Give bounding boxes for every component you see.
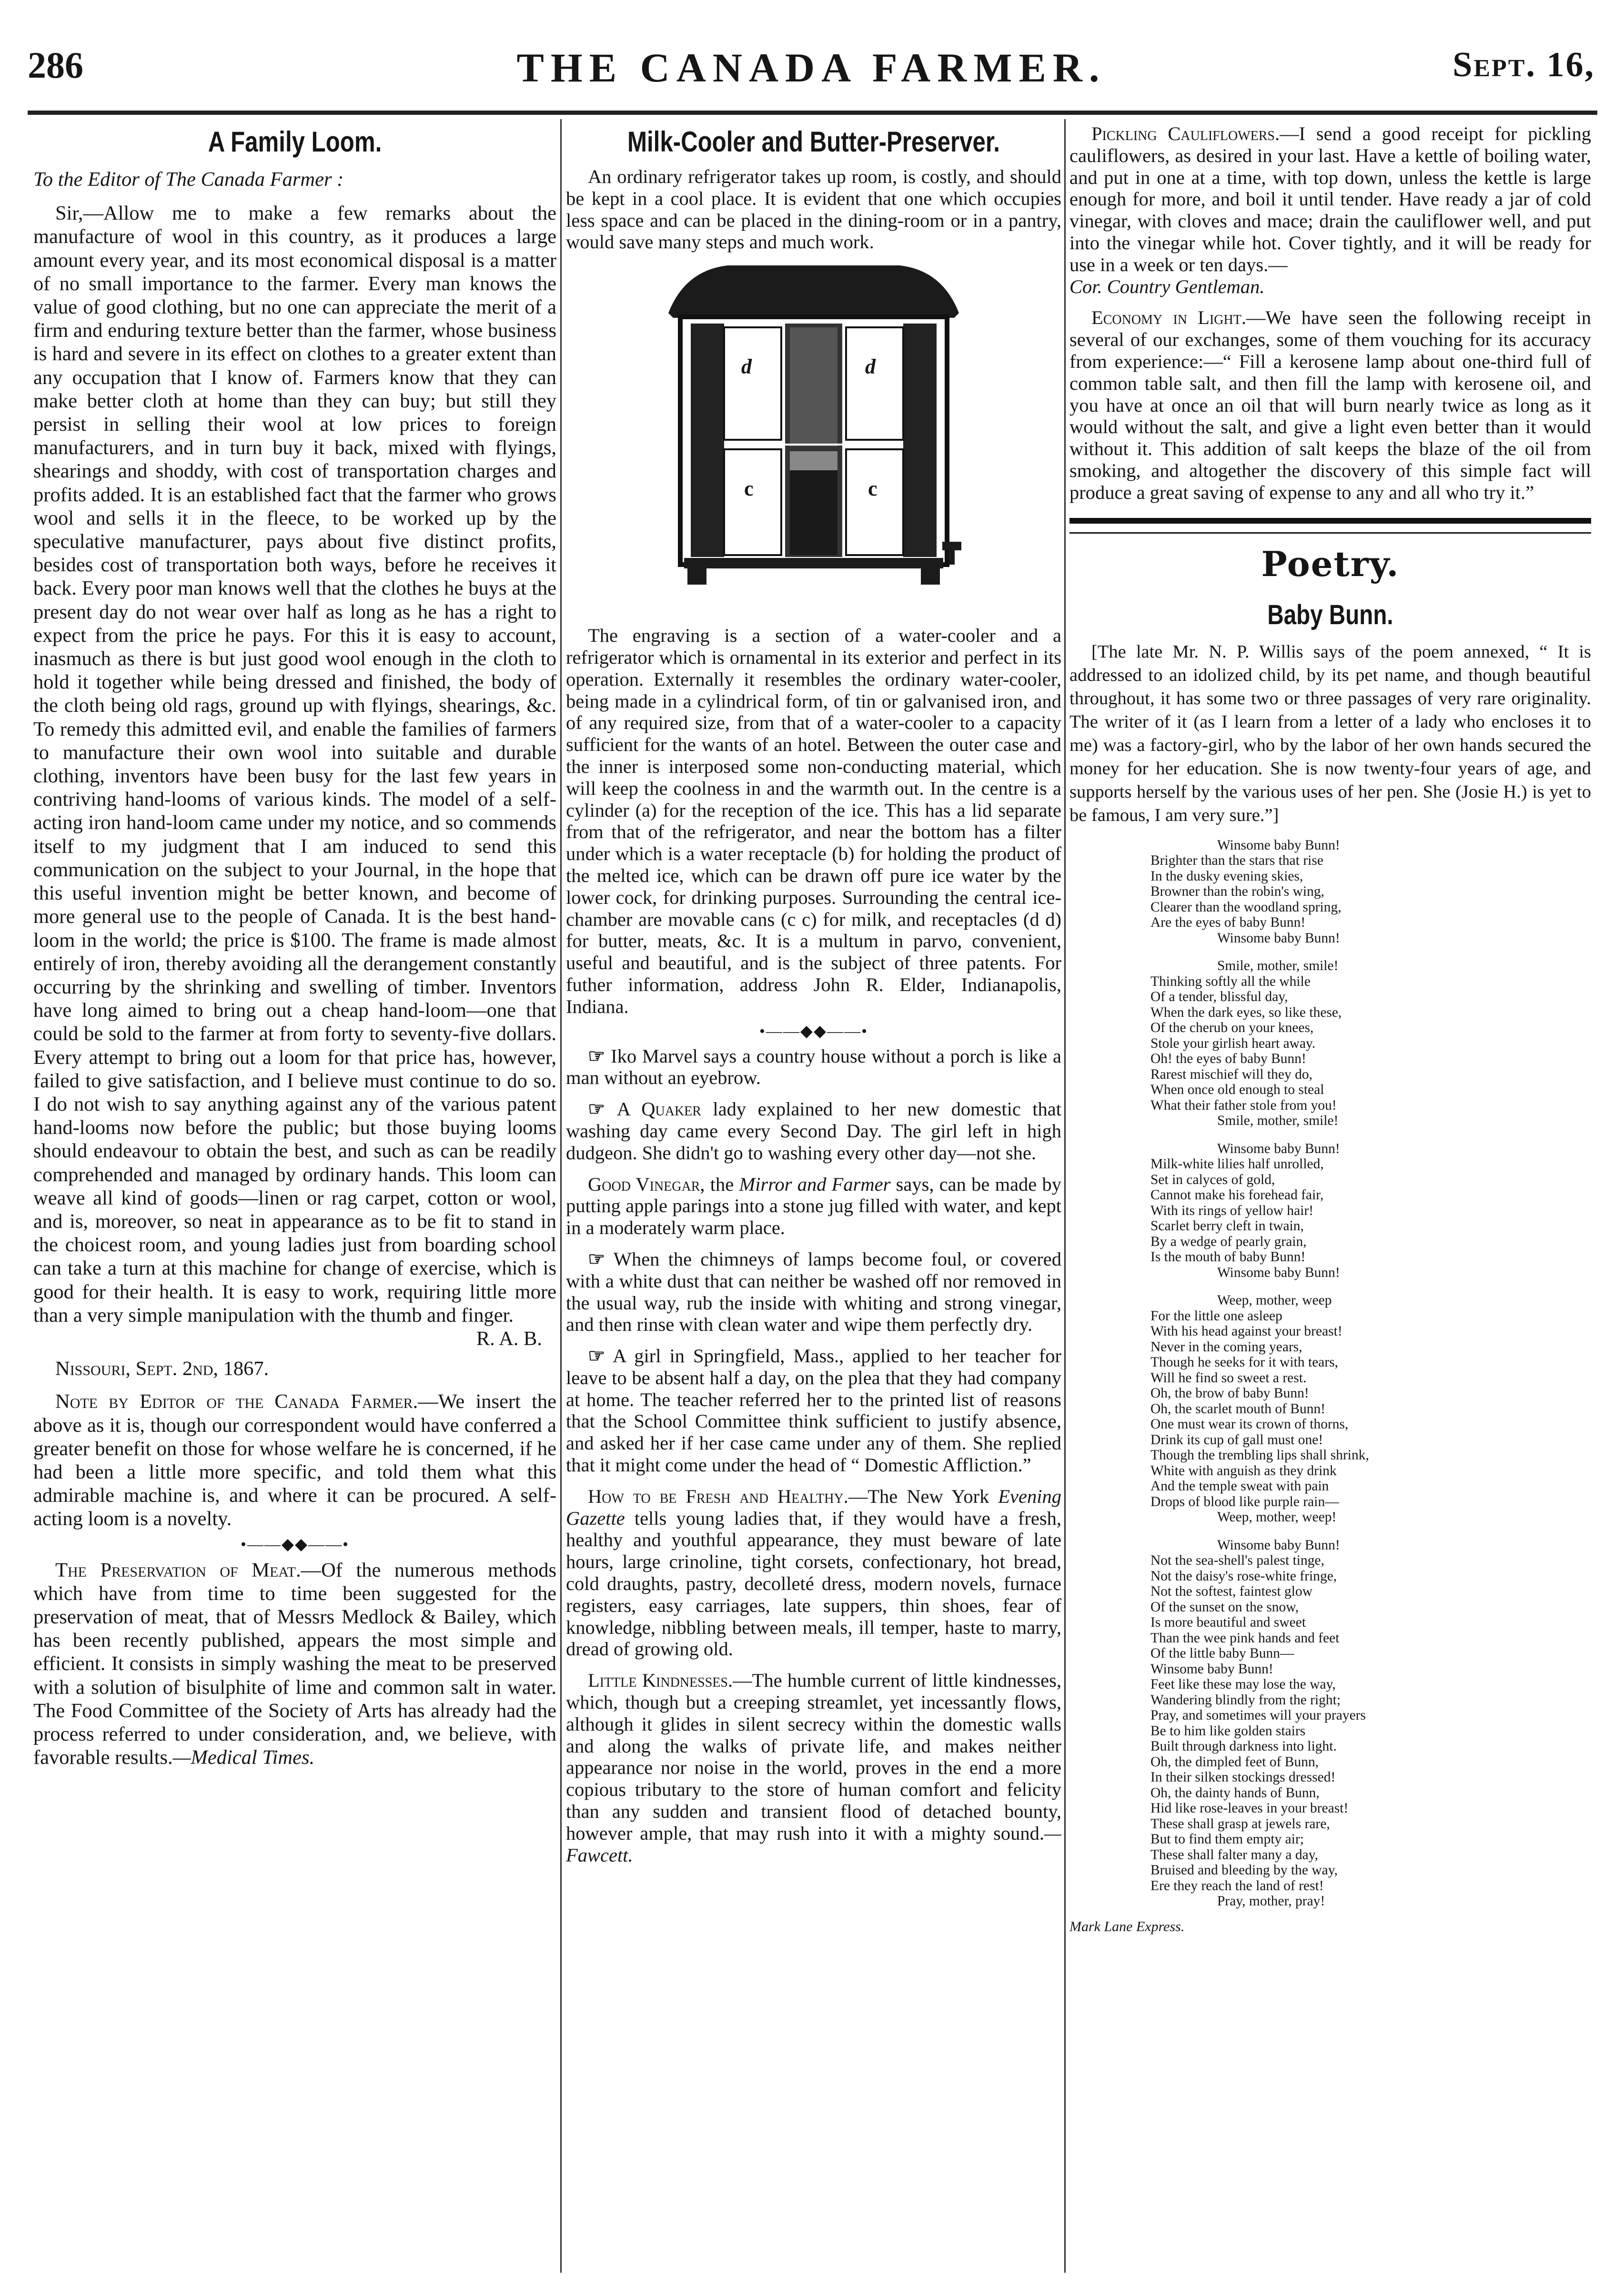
poem-line: Pray, and sometimes will your prayers [1150,1708,1366,1723]
letter-signature: R. A. B. [476,1327,542,1350]
column-divider-1 [560,119,562,2273]
poem-line: Drops of blood like purple rain— [1150,1494,1339,1509]
poem-line: Oh, the scarlet mouth of Bunn! [1150,1401,1326,1417]
poem-line: Cannot make his forehead fair, [1150,1187,1324,1203]
springfield-item [566,1345,1061,1476]
economy-item [1069,307,1591,503]
poem-line: For the little one asleep [1150,1308,1282,1324]
poem-line: Winsome baby Bunn! [1217,930,1340,946]
editor-note-lead: Note by Editor of the Canada Farmer. [55,1390,418,1413]
poem-line: Never in the coming years, [1150,1339,1302,1355]
fresh-text: tells young ladies that, if they would have a fresh, healthy and youthful appearance, they must beware of late hours, large crinoline, tight corsets, confectionary, hot bread, cold draughts, pastry, decolleté dress, modern novels, furnace registers, easy carriages, late suppers, thin shoes, fear of knowledge, nibbling between meals, ill temper, haste to marry, dread of growing old. [566,1507,1061,1660]
poem-line: Be to him like golden stairs [1150,1723,1306,1739]
column-3 [1069,123,1591,2277]
poem-line: Smile, mother, smile! [1217,1113,1339,1129]
poem-line: Of the cherub on your knees, [1150,1020,1314,1036]
pickling-item [1069,123,1591,297]
pickling-lead: Pickling Cauliflowers. [1091,123,1280,144]
poem-line: Smile, mother, smile! [1217,958,1339,974]
poem-body [1069,838,1591,1909]
masthead [28,44,1595,96]
poem-line: Not the daisy's rose-white fringe, [1150,1568,1337,1584]
poem-line: Of the sunset on the snow, [1150,1599,1299,1615]
poem-line: Are the eyes of baby Bunn! [1150,915,1306,931]
quaker-lead: A Quaker [616,1098,701,1120]
family-loom-heading: A Family Loom. [208,126,382,158]
poem-line: Winsome baby Bunn! [1217,1265,1340,1280]
poem-line: Milk-white lilies half unrolled, [1150,1156,1324,1172]
preservation-lead: The Preservation of Meat. [55,1559,301,1581]
label-c-right: c [868,477,878,501]
poem-line: Hid like rose-leaves in your breast! [1150,1801,1349,1816]
masthead-rule [28,111,1597,115]
milk-cooler-description: The engraving is a section of a water-cooler and a refrigerator which is ornamental in its exterior and perfect in its operation. Externally it resembles the ordinary water-cooler, being made in a cylindrical form, of tin or galvanised iron, and of any required size, from that of a water-cooler to a capacity sufficient for the wants of an hotel. Between the outer case and the inner is interposed some non-conducting material, which will keep the coolness in and the warmth out. In the centre is a cylinder (a) for the reception of the ice. This has a lid separate from that of the refrigerator, and near the bottom has a filter under which is a water receptacle (b) for holding the product of the melted ice, which can be drawn off pure ice water by the lower cock, for drinking purposes. Surrounding the central ice-chamber are movable cans (c c) for milk, and receptacles (d d) for butter, meats, &c. It is a multum in parvo, convenient, useful and beautiful, and is the subject of three patents. For futher information, address John R. Elder, Indianapolis, Indiana. [566,625,1061,1017]
column-2 [566,123,1061,2277]
springfield-text: A girl in Springfield, Mass., applied to her teacher for leave to be absent half a day, on the plea that they had company at home. The teacher referred her to the printed list of reasons that the School Committee think sufficient to justify absence, and asked her if her case came under any of them. She replied that it might come under the head of “ Domestic Affliction.” [566,1345,1061,1476]
poem-line: When the dark eyes, so like these, [1150,1004,1342,1020]
poem-line: In the dusky evening skies, [1150,868,1303,884]
poem-line: Will he find so sweet a rest. [1150,1370,1307,1386]
poetry-banner: Poetry. [1261,543,1400,584]
issue-date: Sept. 16, [1453,45,1595,84]
kindnesses-item [566,1670,1061,1866]
poem-line: When once old enough to steal [1150,1082,1324,1098]
pickling-credit: Cor. Country Gentleman. [1069,275,1265,297]
poem-line: Feet like these may lose the way, [1150,1677,1336,1692]
quaker-item [566,1098,1061,1164]
poem-line: Oh! the eyes of baby Bunn! [1150,1051,1306,1067]
refrigerator-engraving [566,261,1061,613]
chimneys-item [566,1248,1061,1336]
pointing-hand-icon: ☞ [588,1045,605,1067]
fresh-mid: —The New York [848,1485,999,1507]
poem-line: Oh, the dimpled feet of Bunn, [1150,1754,1319,1770]
vinegar-mid: the [705,1173,739,1195]
poem-stanza [1150,1141,1591,1281]
family-loom-letter: Sir,—Allow me to make a few remarks about the manufacture of wool in this country, as it produces a large amount every year, and its most economical disposal is a matter of no small importance to the farmer. Every man knows the value of good clothing, but no one can appreciate the merit of a firm and enduring texture better than the farmer, whose business is hard and severe in its effect on clothes to a greater extent than any occupation that I know of. Farmers know that they can make better cloth at home than they can buy; but still they persist in selling their wool at low prices to foreign manufacturers, and in turn buy it back, mixed with flyings, shearings and shoddy, with cost of transportation charges and profits added. It is an established fact that the farmer who grows wool and sells it in the fleece, to be worked up by the speculative manufacturer, pays about five distinct profits, besides cost of transportation both ways, before he receives it back. Every poor man knows well that the clothes he buys at the present day do not wear over half as long as he has a right to expect from the price he pays. For this it is easy to account, inasmuch as there is but just good wool enough in the cloth to hold it together while being dressed and finished, the body of the cloth being old rags, ground up with flyings, shearings, &c. To remedy this admitted evil, and enable the families of farmers to manufacture their own wool into suitable and durable clothing, inventors have been busy for the last few years in contriving hand-looms of various kinds. The model of a self-acting iron hand-loom came under my notice, and so commends itself to my judgment that I am induced to send this communication on the subject to your Journal, in the hope that this useful invention might be better known, and become of more general use to the people of Canada. It is the best hand-loom in the world; the price is $100. The frame is made almost entirely of iron, thereby avoiding all the derangement constantly occurring by the shrinking and swelling of timber. Inventors have long aimed to bring out a cheap hand-loom—one that could be sold to the farmer at from forty to seventy-five dollars. Every attempt to bring out a loom for that price has, however, failed to give satisfaction, and I believe must continue to do so. I do not wish to say anything against any of the various patent hand-looms now before the public; but those buying looms should endeavour to obtain the best, and such as can be readily comprehended and managed by ordinary hands. This loom can weave all kind of goods—linen or rag carpet, cotton or wool, and is, moreover, so neat in appearance as to be fit to stand in the choicest room, and young ladies just from boarding school can take a turn at this machine for change of exercise, which is good for their health. It is easy to work, requiring little more than a very simple manipulation with the thumb and finger. [33,202,556,1326]
fresh-healthy-item [566,1486,1061,1660]
milk-cooler-heading: Milk-Cooler and Butter-Preserver. [627,126,1000,158]
pointing-hand-icon: ☞ [588,1098,605,1120]
column-divider-2 [1064,119,1066,2273]
kindness-text: —The humble current of little kindnesses, which, though but a creeping streamlet, yet incessantly flows, although it glides in silent secrecy within the domestic walls and along the walks of private life, and makes neither appearance nor noise in the world, proves in the end a more copious tributary to the store of human comfort and felicity than any sudden and transient flood of detached bounty, however ample, that may rush into it with a mighty sound. [566,1670,1061,1844]
poem-line: Bruised and bleeding by the way, [1150,1863,1338,1878]
poem-line: Winsome baby Bunn! [1217,837,1340,853]
label-d-left: d [741,355,752,379]
column-1 [33,123,556,2277]
fresh-source: Evening Gazette [566,1485,1061,1529]
poem-line: Is the mouth of baby Bunn! [1150,1249,1306,1265]
refrigerator-drawing [566,261,1061,613]
vinegar-item [566,1174,1061,1239]
economy-lead: Economy in Light. [1091,307,1246,329]
preservation-text: —Of the numerous methods which have from time to time been suggested for the preservation of meat, that of Messrs Medlock & Bailey, which has been recently published, appears the most simple and efficient. It consists in simply washing the meat to be preserved with a solution of bisulphite of lime and common salt in water. The Food Committee of the Society of Arts has already had the process referred to under consideration, and, we believe, with favorable results. [33,1559,556,1769]
poem-line: Drink its cup of gall must one! [1150,1432,1323,1448]
poem-line: Of the little baby Bunn— [1150,1646,1294,1661]
poem-line: Brighter than the stars that rise [1150,853,1323,869]
poem-line: Winsome baby Bunn! [1150,1661,1273,1677]
vinegar-source: Mirror and Farmer [739,1173,891,1195]
poem-line: What their father stole from you! [1150,1097,1337,1113]
poem-line: Ere they reach the land of rest! [1150,1878,1324,1893]
preservation-of-meat [33,1559,556,1770]
economy-text: —We have seen the following receipt in several of our exchanges, some of them vouching for its accuracy from experience:—“ Fill a kerosene lamp about one-third full of common table salt, and then fill the lamp with kerosene oil, and you have at once an oil that will burn nearly twice as long as it would without the salt, and give a light even better than it would without it. This addition of salt keeps the blaze of the oil from smoking, and altogether the discovery of this simple fact will produce a great saving of expense to any and all who try it.” [1069,307,1591,503]
poem-line: White with anguish as they drink [1150,1463,1337,1478]
to-editor-line: To the Editor of The Canada Farmer : [33,168,344,191]
poem-line: With its rings of yellow hair! [1150,1203,1314,1218]
poetry-rule [1069,518,1591,534]
poem-line: Is more beautiful and sweet [1150,1615,1306,1630]
poem-title: Baby Bunn. [1267,599,1393,630]
preservation-credit: —Medical Times. [172,1746,315,1769]
vinegar-lead: Good Vinegar, [588,1173,705,1195]
poem-line: Pray, mother, pray! [1217,1893,1325,1909]
ik-marvel-item [566,1045,1061,1089]
poem-line: And the temple sweat with pain [1150,1478,1329,1494]
poem-line: Not the sea-shell's palest tinge, [1150,1553,1324,1569]
poem-stanza [1150,958,1591,1129]
ik-marvel-text: Iko Marvel says a country house without a porch is like a man without an eyebrow. [566,1045,1061,1089]
poem-line: With his head against your breast! [1150,1324,1342,1339]
poem-stanza [1150,1538,1591,1909]
poem-line: Of a tender, blissful day, [1150,989,1288,1005]
poem-line: One must wear its crown of thorns, [1150,1417,1349,1432]
pointing-hand-icon: ☞ [588,1248,605,1270]
section-flourish: •——◆◆——• [759,1022,868,1040]
milk-cooler-intro: An ordinary refrigerator takes up room, is costly, and should be kept in a cool place. It is evident that one which occupies less space and can be placed in the dining-room or in a pantry, would save many steps and much work. [566,166,1061,253]
page-number: 286 [28,44,83,86]
label-d-right: d [865,355,876,379]
poem-stanza [1150,1293,1591,1525]
kindness-lead: Little Kindnesses. [588,1670,733,1691]
poem-line: Clearer than the woodland spring, [1150,899,1342,915]
poem-line: Set in calyces of gold, [1150,1172,1275,1187]
poem-line: Stole your girlish heart away. [1150,1035,1316,1051]
poem-line: Than the wee pink hands and feet [1150,1630,1340,1646]
editor-note-text: —We insert the above as it is, though our correspondent would have conferred a greater benefit on those for whose welfare he is concerned, if he had been a little more specific, and told them what this admirable machine is, and where it can be procured. A self-acting loom is a novelty. [33,1390,556,1530]
poem-line: Built through darkness into light. [1150,1739,1337,1754]
poem-line: Weep, mother, weep! [1217,1509,1337,1525]
poem-line: By a wedge of pearly grain, [1150,1234,1307,1249]
poem-introduction: [The late Mr. N. P. Willis says of the poem annexed, “ It is addressed to an idolized child, by its pet name, and though beautiful throughout, it has some two or three passages of very rare originality. The writer of it (as I learn from a letter of a lady who encloses it to me) was a factory-girl, who by the labor of her own hands secured the money for her education. She is now twenty-four years of age, and supports herself by the various uses of her pen. She (Josie H.) is yet to be famous, I am very sure.”] [1069,641,1591,825]
poem-line: These shall falter many a day, [1150,1847,1318,1863]
poem-line: Wandering blindly from the right; [1150,1692,1341,1708]
quaker-text: lady explained to her new domestic that washing day came every Second Day. The girl left in high dudgeon. She didn't go to washing every other day—not she. [566,1098,1061,1164]
poem-line: These shall grasp at jewels rare, [1150,1816,1330,1832]
vinegar-text: says, can be made by putting apple parings into a stone jug filled with water, and kept in a moderately warm place. [566,1173,1061,1239]
letter-place-date: Nissouri, Sept. 2nd, 1867. [55,1357,269,1380]
pickling-text: —I send a good receipt for pickling cauliflowers, as desired in your last. Have a kettle of boiling water, and put in one at a time, with top down, unless the kettle is large enough for more, and boil it until tender. Have ready a jar of cold vinegar, with cloves and mace; drain the cauliflower well, and put into the vinegar while hot. Cover tightly, and it will be ready for use in a week or ten days.— [1069,123,1591,275]
poem-line: Scarlet berry cleft in twain, [1150,1218,1304,1234]
poem-line: Though he seeks for it with tears, [1150,1355,1339,1370]
section-flourish: •——◆◆——• [240,1535,350,1553]
poem-line: Oh, the dainty hands of Bunn, [1150,1785,1320,1801]
kindness-credit: —Fawcett. [566,1822,1061,1866]
poem-source: Mark Lane Express. [1069,1918,1185,1934]
pointing-hand-icon: ☞ [588,1345,605,1367]
poem-line: In their silken stockings dressed! [1150,1770,1336,1785]
poem-line: Browner than the robin's wing, [1150,884,1324,900]
poem-line: Thinking softly all the while [1150,973,1311,989]
poem-line: Though the trembling lips shall shrink, [1150,1448,1369,1463]
editor-note [33,1390,556,1530]
poem-line: Rarest mischief will they do, [1150,1066,1312,1082]
paper-title: THE CANADA FARMER. [516,45,1106,91]
poem-line: Oh, the brow of baby Bunn! [1150,1386,1309,1401]
label-c-left: c [744,477,754,501]
poem-line: Not the softest, faintest glow [1150,1584,1313,1600]
fresh-lead: How to be Fresh and Healthy. [588,1485,848,1507]
poem-line: Weep, mother, weep [1217,1293,1332,1308]
chimneys-text: When the chimneys of lamps become foul, or covered with a white dust that can neither be washed off nor removed in the usual way, rub the inside with whiting and strong vinegar, and then rinse with clean water and wipe them perfectly dry. [566,1248,1061,1336]
poem-stanza [1150,838,1591,946]
poem-line: Winsome baby Bunn! [1217,1141,1340,1156]
poem-line: But to find them empty air; [1150,1832,1304,1847]
poem-line: Winsome baby Bunn! [1217,1537,1340,1553]
